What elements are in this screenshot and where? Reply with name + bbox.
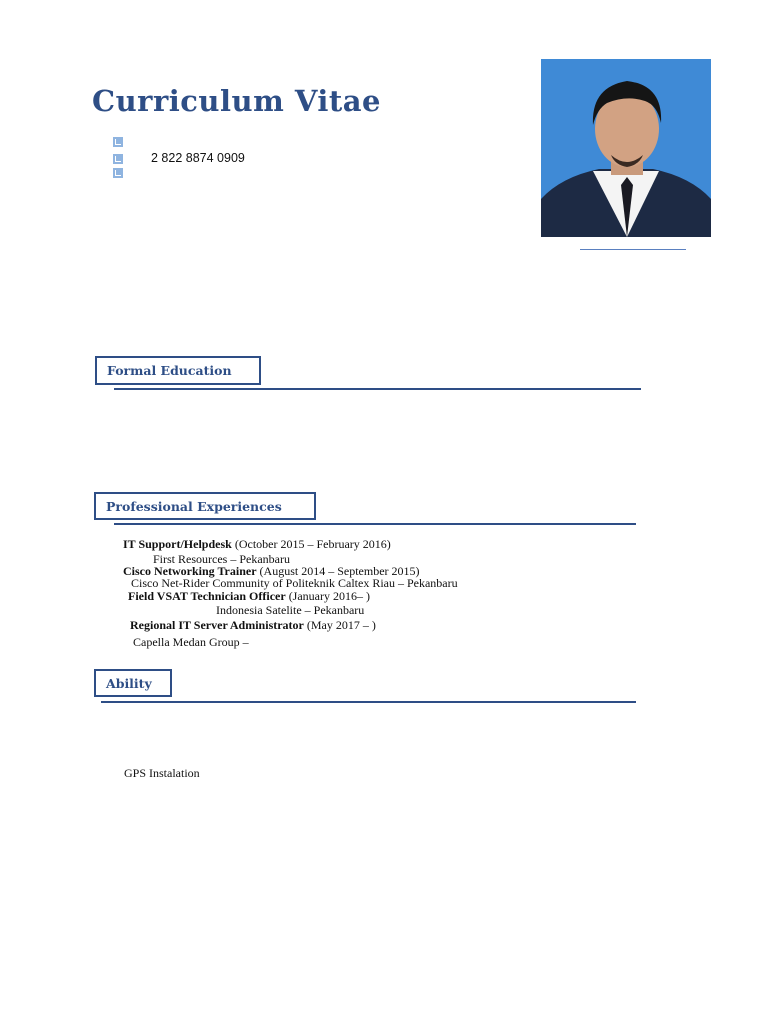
experience-organization: Indonesia Satelite – Pekanbaru (216, 603, 365, 617)
experience-role: IT Support/Helpdesk (123, 537, 232, 551)
experience-role-line (128, 589, 370, 604)
section-heading-ability: Ability (94, 669, 172, 697)
photo-caption-underline (580, 249, 686, 250)
experience-organization: Cisco Net-Rider Community of Politeknik Caltex Riau – Pekanbaru (131, 576, 458, 590)
page-title: Curriculum Vitae (92, 84, 382, 118)
experience-organization: Capella Medan Group – (133, 635, 249, 649)
phone-icon (113, 154, 123, 164)
profile-photo (541, 59, 711, 237)
experience-role: Cisco Networking Trainer (123, 564, 257, 578)
experience-period: (May 2017 – ) (303, 618, 376, 632)
ability-item: GPS Instalation (124, 766, 200, 780)
experience-period: (October 2015 – February 2016) (231, 537, 391, 551)
section-heading-experience: Professional Experiences (94, 492, 316, 520)
experience-period: (January 2016– ) (285, 589, 370, 603)
experience-role: Regional IT Server Administrator (130, 618, 304, 632)
experience-organization: First Resources – Pekanbaru (153, 552, 290, 566)
experience-period: (August 2014 – September 2015) (256, 564, 420, 578)
email-icon (113, 137, 123, 147)
experience-role-line (130, 618, 376, 633)
section-divider (114, 523, 636, 525)
location-icon (113, 168, 123, 178)
experience-role: Field VSAT Technician Officer (128, 589, 286, 603)
section-divider (101, 701, 636, 703)
person-portrait-icon (541, 59, 711, 237)
phone-number: 2 822 8874 0909 (151, 151, 245, 165)
section-heading-education: Formal Education (95, 356, 261, 385)
section-divider (114, 388, 641, 390)
experience-role-line (123, 537, 391, 552)
